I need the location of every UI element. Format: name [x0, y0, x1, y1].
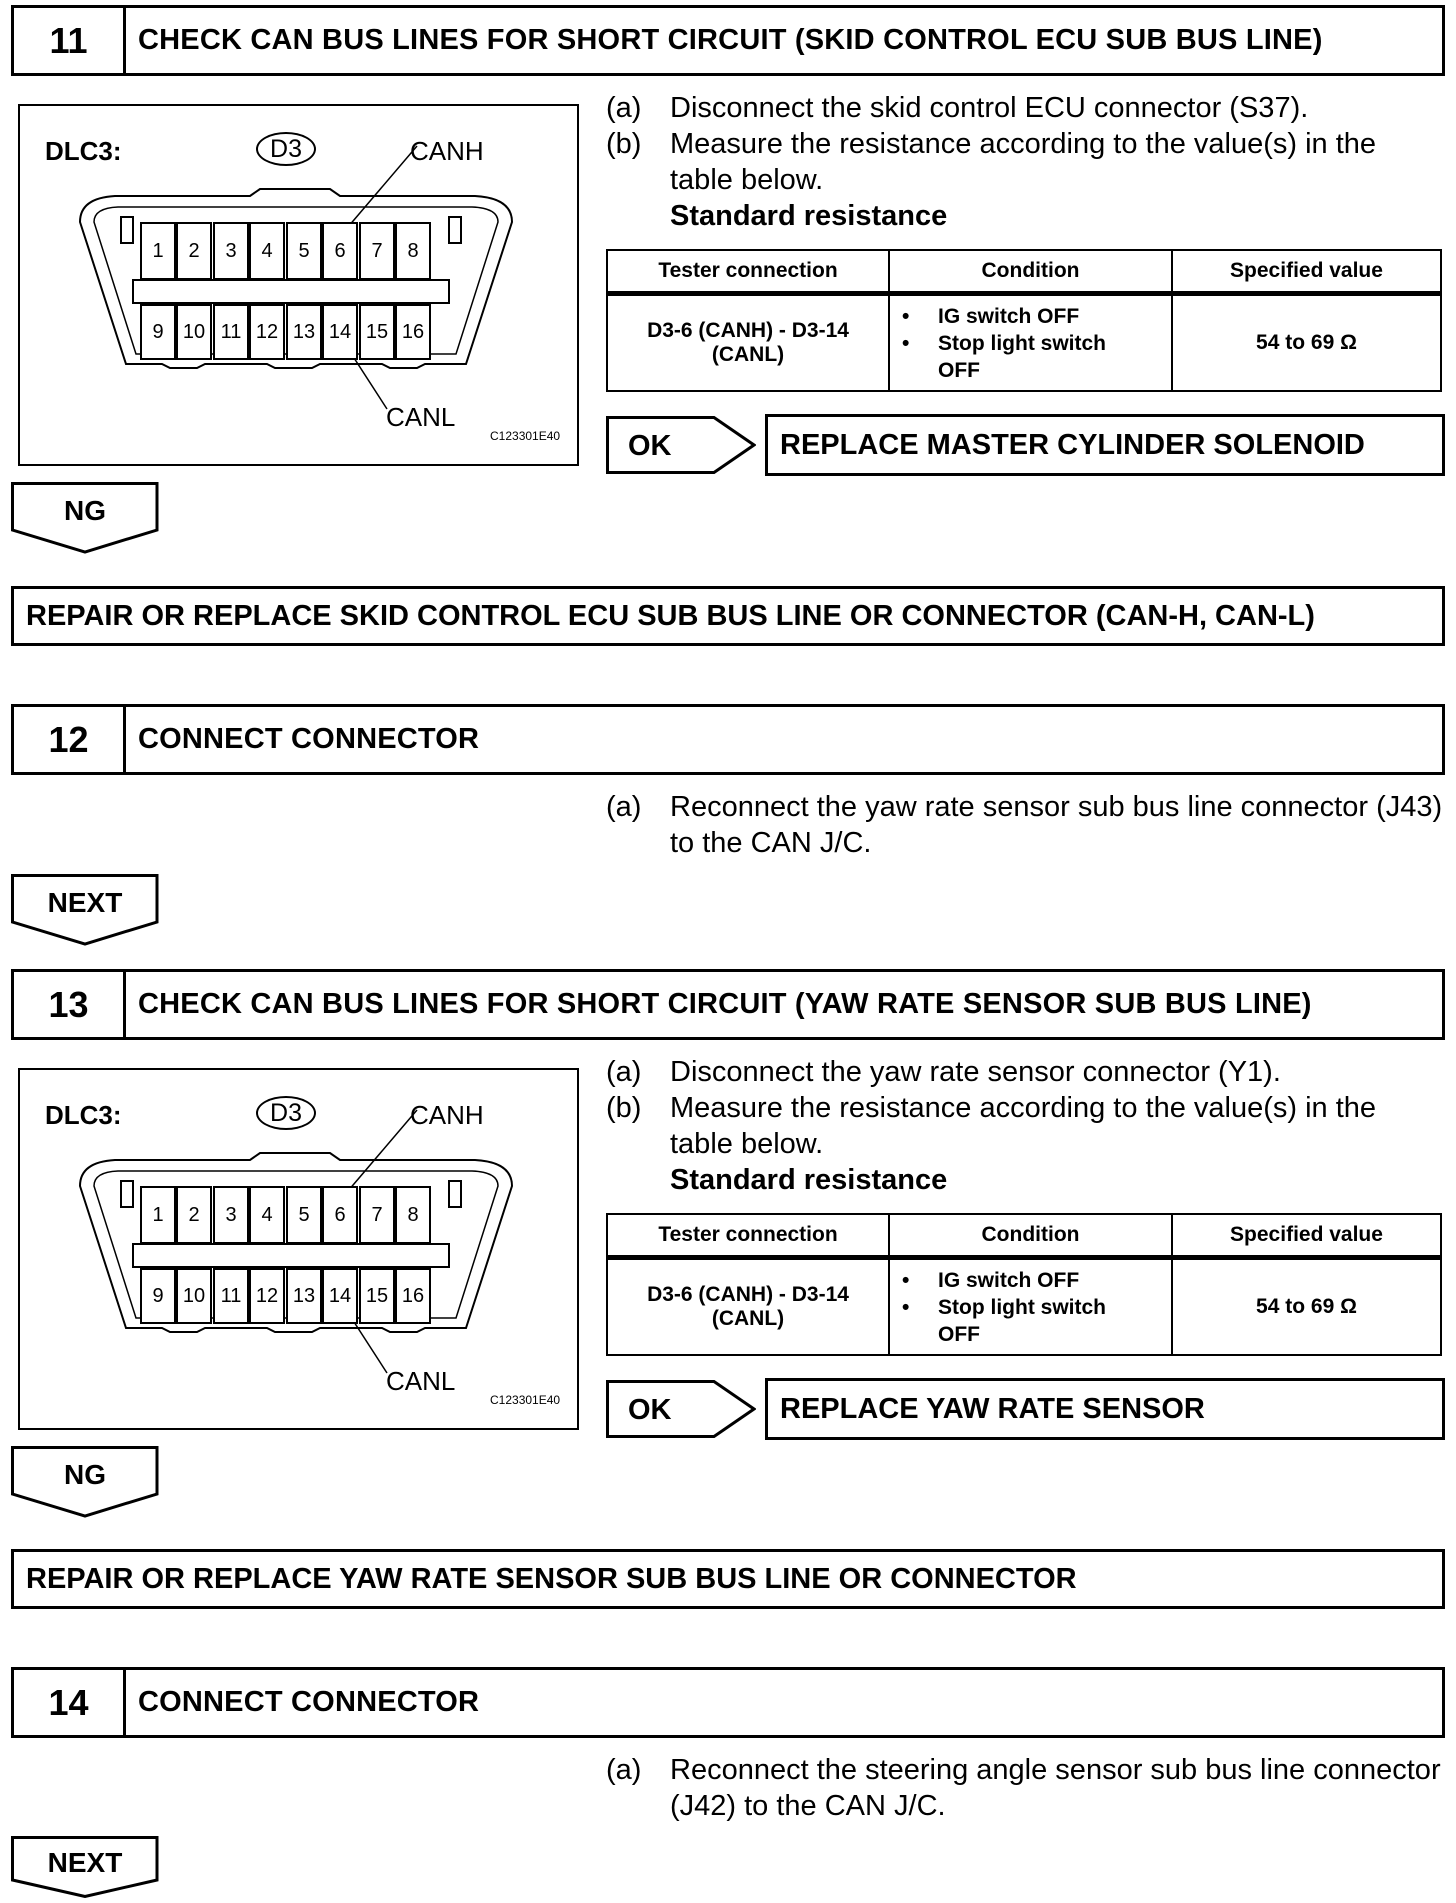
canh-label: CANH	[410, 136, 484, 166]
ok-arrow	[606, 1380, 756, 1443]
next-label: NEXT	[47, 887, 123, 918]
pin-2: 2	[176, 1186, 212, 1244]
pin-4: 4	[249, 1186, 285, 1244]
pin-12: 12	[249, 304, 285, 360]
condition-cell: • IG switch OFF • Stop light switch OFF	[889, 1258, 1172, 1356]
condition-cell: • IG switch OFF • Stop light switch OFF	[889, 294, 1172, 392]
pin-9: 9	[140, 304, 176, 360]
pin-1: 1	[140, 222, 176, 280]
pin-11: 11	[213, 304, 249, 360]
item-label: (b)	[606, 128, 642, 160]
item-label: (a)	[606, 92, 642, 124]
connector-divider	[132, 1243, 450, 1268]
table-header: Specified value	[1172, 250, 1441, 294]
pin-7: 7	[359, 1186, 395, 1244]
ok-result-box: REPLACE YAW RATE SENSOR	[765, 1378, 1445, 1440]
pin-14: 14	[322, 1268, 358, 1324]
canl-label: CANL	[386, 402, 456, 432]
step-number: 13	[14, 972, 126, 1037]
pin-10: 10	[176, 1268, 212, 1324]
connector-code-label: D3	[256, 1096, 316, 1130]
specified-value-cell: 54 to 69 Ω	[1172, 294, 1441, 392]
ng-label: NG	[64, 1459, 106, 1490]
next-label: NEXT	[47, 1847, 123, 1878]
pin-16: 16	[395, 304, 431, 360]
ok-label: OK	[628, 430, 672, 462]
standard-resistance-label: Standard resistance	[670, 200, 948, 232]
item-text: Reconnect the steering angle sensor sub bus line connector (J42) to the CAN J/C.	[670, 1754, 1441, 1822]
next-arrow	[11, 874, 161, 951]
pin-7: 7	[359, 222, 395, 280]
ok-result-box: REPLACE MASTER CYLINDER SOLENOID	[765, 414, 1445, 476]
step-title: CONNECT CONNECTOR	[138, 723, 480, 755]
pin-13: 13	[286, 304, 322, 360]
step-12-header	[11, 704, 1445, 775]
item-text: Disconnect the yaw rate sensor connector (Y1).	[670, 1056, 1281, 1088]
item-text: Measure the resistance according to the value(s) in the table below.	[670, 1092, 1377, 1160]
ng-arrow	[11, 482, 161, 559]
pin-5: 5	[286, 1186, 322, 1244]
pin-15: 15	[359, 304, 395, 360]
dlc3-label: DLC3:	[45, 136, 122, 166]
standard-resistance-label: Standard resistance	[670, 1164, 948, 1196]
pin-8: 8	[395, 1186, 431, 1244]
ng-label: NG	[64, 495, 106, 526]
step-number: 14	[14, 1670, 126, 1735]
pin-10: 10	[176, 304, 212, 360]
pin-12: 12	[249, 1268, 285, 1324]
pin-4: 4	[249, 222, 285, 280]
pin-9: 9	[140, 1268, 176, 1324]
table-header: Tester connection	[607, 250, 889, 294]
step-title: CHECK CAN BUS LINES FOR SHORT CIRCUIT (YAW RATE SENSOR SUB BUS LINE)	[138, 988, 1312, 1020]
step-14-header	[11, 1667, 1445, 1738]
step-12-instructions	[606, 789, 1446, 861]
item-label: (b)	[606, 1092, 642, 1124]
table-header: Specified value	[1172, 1214, 1441, 1258]
connector-divider	[132, 279, 450, 304]
ok-label: OK	[628, 1394, 672, 1426]
dlc3-connector-figure	[18, 104, 579, 466]
pin-1: 1	[140, 1186, 176, 1244]
pin-2: 2	[176, 222, 212, 280]
item-text: Reconnect the yaw rate sensor sub bus line connector (J43) to the CAN J/C.	[670, 791, 1443, 859]
pin-5: 5	[286, 222, 322, 280]
step-number: 12	[14, 707, 126, 772]
step-number: 11	[14, 8, 126, 73]
resistance-table	[606, 1213, 1442, 1356]
table-header: Tester connection	[607, 1214, 889, 1258]
table-header: Condition	[889, 1214, 1172, 1258]
pin-6: 6	[322, 1186, 358, 1244]
resistance-table	[606, 249, 1442, 392]
item-label: (a)	[606, 791, 642, 823]
tester-connection-cell: D3-6 (CANH) - D3-14 (CANL)	[607, 294, 889, 392]
table-header: Condition	[889, 250, 1172, 294]
item-label: (a)	[606, 1754, 642, 1786]
item-text: Measure the resistance according to the value(s) in the table below.	[670, 128, 1377, 196]
step-11-instructions	[606, 90, 1446, 234]
pin-16: 16	[395, 1268, 431, 1324]
next-arrow	[11, 1836, 161, 1903]
pin-8: 8	[395, 222, 431, 280]
canl-label: CANL	[386, 1366, 456, 1396]
step-title: CHECK CAN BUS LINES FOR SHORT CIRCUIT (SKID CONTROL ECU SUB BUS LINE)	[138, 24, 1323, 56]
step-13-instructions	[606, 1054, 1446, 1198]
ng-arrow	[11, 1446, 161, 1523]
step-13-header	[11, 969, 1445, 1040]
pin-3: 3	[213, 222, 249, 280]
figure-code: C123301E40	[490, 1393, 561, 1407]
dlc3-label: DLC3:	[45, 1100, 122, 1130]
step-14-instructions	[606, 1752, 1446, 1824]
step-title: CONNECT CONNECTOR	[138, 1686, 480, 1718]
canh-label: CANH	[410, 1100, 484, 1130]
figure-code: C123301E40	[490, 429, 561, 443]
tester-connection-cell: D3-6 (CANH) - D3-14 (CANL)	[607, 1258, 889, 1356]
pin-15: 15	[359, 1268, 395, 1324]
item-label: (a)	[606, 1056, 642, 1088]
connector-code-label: D3	[256, 132, 316, 166]
step-11-header	[11, 5, 1445, 76]
ok-arrow	[606, 416, 756, 479]
pin-14: 14	[322, 304, 358, 360]
dlc3-connector-figure	[18, 1068, 579, 1430]
ng-result-box: REPAIR OR REPLACE SKID CONTROL ECU SUB BUS LINE OR CONNECTOR (CAN-H, CAN-L)	[11, 586, 1445, 646]
pin-13: 13	[286, 1268, 322, 1324]
specified-value-cell: 54 to 69 Ω	[1172, 1258, 1441, 1356]
pin-6: 6	[322, 222, 358, 280]
pin-3: 3	[213, 1186, 249, 1244]
pin-11: 11	[213, 1268, 249, 1324]
item-text: Disconnect the skid control ECU connector (S37).	[670, 92, 1309, 124]
ng-result-box: REPAIR OR REPLACE YAW RATE SENSOR SUB BUS LINE OR CONNECTOR	[11, 1549, 1445, 1609]
